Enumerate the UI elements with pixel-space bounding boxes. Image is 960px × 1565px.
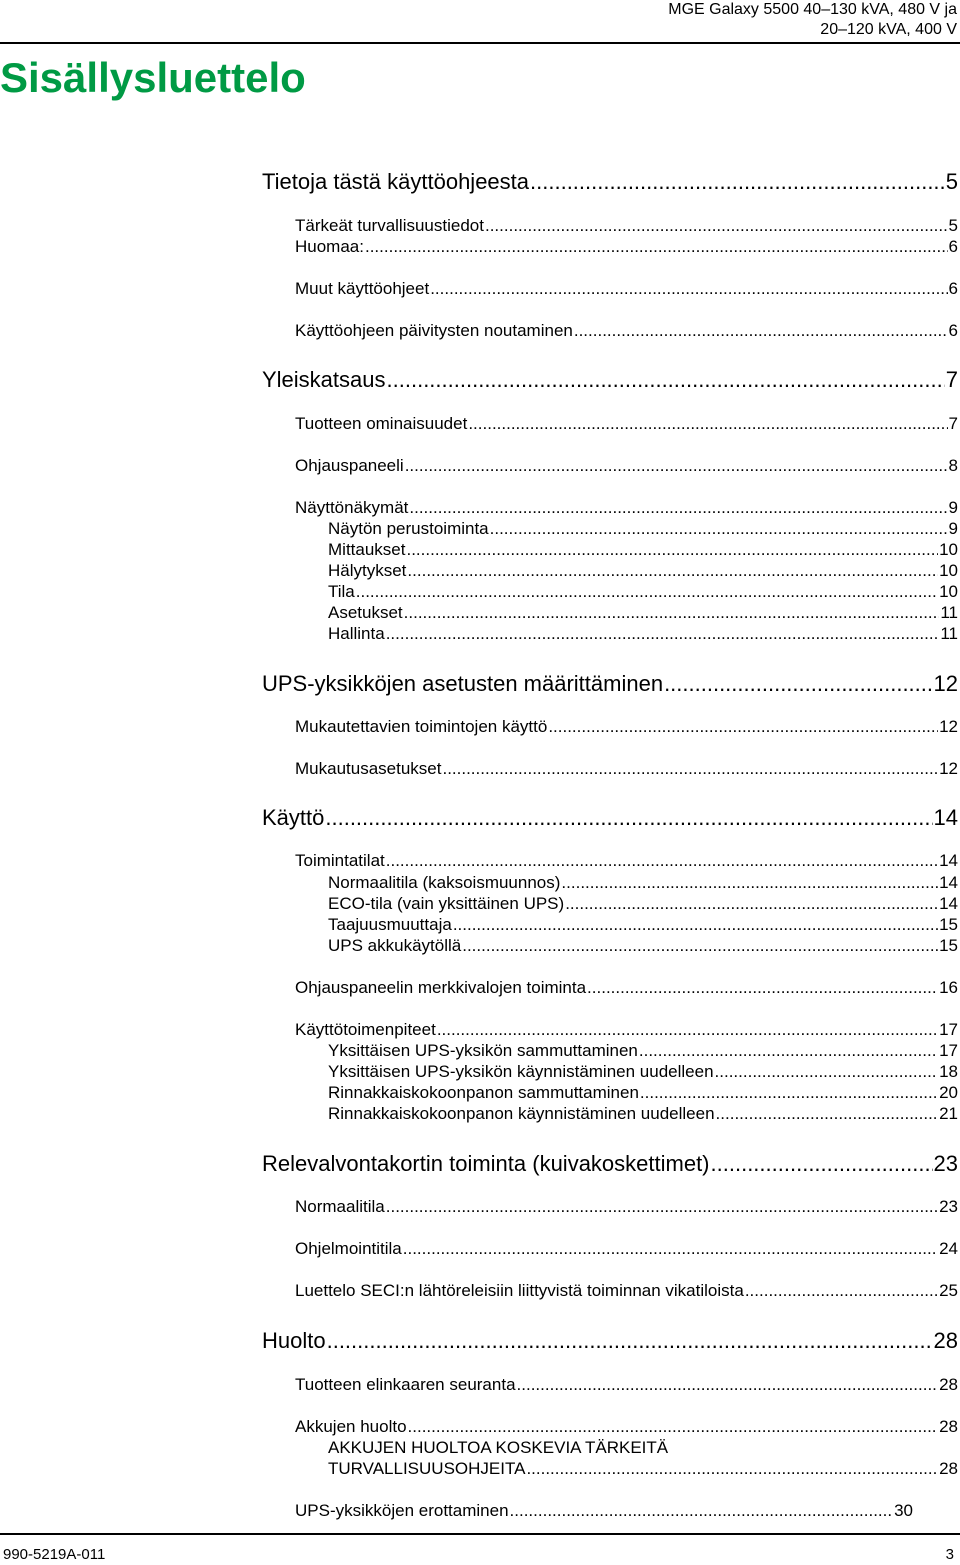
toc-entry-page: 15 (939, 915, 958, 934)
toc-entry[interactable] (328, 1040, 958, 1061)
toc-entry-page: 7 (945, 367, 958, 392)
toc-leader (386, 850, 938, 871)
toc-leader (526, 1458, 938, 1479)
toc-entry[interactable] (295, 850, 958, 871)
toc-entry[interactable] (328, 518, 958, 539)
toc-entry-label: Asetukset (328, 603, 403, 622)
toc-entry-label: UPS-yksikköjen erottaminen (295, 1501, 509, 1520)
toc-leader (356, 581, 938, 602)
toc-entry-label: Rinnakkaiskokoonpanon sammuttaminen (328, 1083, 639, 1102)
toc-entry-label: Yleiskatsaus (262, 367, 386, 392)
toc-entry[interactable] (295, 455, 958, 476)
toc-entry-page: 11 (940, 624, 958, 643)
toc-entry[interactable] (262, 1151, 958, 1177)
toc-entry-page: 14 (939, 894, 958, 913)
toc-entry-label: Hälytykset (328, 561, 407, 580)
toc-leader (462, 935, 938, 956)
toc-leader (404, 602, 940, 623)
toc-entry[interactable] (295, 1196, 958, 1217)
page-title: Sisällysluettelo (0, 54, 306, 101)
toc-entry-label: Näyttönäkymät (295, 498, 409, 517)
toc-entry[interactable] (295, 320, 958, 341)
toc-entry-label: Yksittäisen UPS-yksikön sammuttaminen (328, 1041, 638, 1060)
toc-entry-label: Mittaukset (328, 540, 406, 559)
toc-entry-label: Tila (328, 582, 355, 601)
toc-entry-page: 17 (939, 1020, 958, 1039)
toc-entry[interactable] (262, 1328, 958, 1354)
toc-entry-label: Huomaa: (295, 237, 364, 256)
toc-entry-label: Tärkeät turvallisuustiedot (295, 216, 484, 235)
toc-leader (711, 1151, 933, 1177)
toc-entry-page: 11 (940, 603, 958, 622)
toc-entry-label: Toimintatilat (295, 851, 385, 870)
toc-entry[interactable] (295, 1280, 958, 1301)
toc-leader (745, 1280, 938, 1301)
toc-entry-page: 10 (939, 582, 958, 601)
page-number: 3 (945, 1546, 954, 1563)
toc-leader (510, 1500, 894, 1521)
toc-leader (408, 1416, 939, 1437)
toc-leader (405, 455, 948, 476)
toc-leader (565, 893, 938, 914)
toc-entry-label: Mukautusasetukset (295, 759, 442, 778)
toc-entry-page: 25 (939, 1281, 958, 1300)
toc-entry[interactable] (262, 367, 958, 393)
toc-leader (640, 1082, 938, 1103)
toc-leader (639, 1040, 938, 1061)
toc-leader (548, 716, 938, 737)
toc-entry[interactable] (262, 805, 958, 831)
toc-entry[interactable] (295, 977, 958, 998)
toc-entry-label-line1: AKKUJEN HUOLTOA KOSKEVIA TÄRKEITÄ (328, 1438, 669, 1457)
toc-entry-label: Rinnakkaiskokoonpanon käynnistäminen uudelleen (328, 1104, 715, 1123)
toc-leader (327, 1328, 933, 1354)
toc-entry-label: Yksittäisen UPS-yksikön käynnistäminen uudelleen (328, 1062, 714, 1081)
toc-entry-label: Näytön perustoiminta (328, 519, 489, 538)
toc-entry[interactable] (295, 1019, 958, 1040)
toc-entry-page: 28 (939, 1417, 958, 1436)
toc-entry-page: 24 (939, 1239, 958, 1258)
toc-entry-page: 12 (939, 759, 958, 778)
toc-entry-page: 6 (948, 237, 958, 256)
toc-entry-label: Luettelo SECI:n lähtöreleisiin liittyvistä toiminnan vikatiloista (295, 1281, 744, 1300)
toc-entry[interactable] (295, 236, 958, 257)
toc-entry[interactable] (328, 935, 958, 956)
toc-entry[interactable] (295, 1500, 913, 1521)
toc-entry-label: TURVALLISUUSOHJEITA (328, 1459, 526, 1478)
toc-leader (664, 671, 932, 697)
toc-entry-page: 14 (939, 851, 958, 870)
toc-entry[interactable] (328, 1458, 958, 1479)
toc-entry[interactable] (328, 872, 958, 893)
toc-entry-label: Käyttötoimenpiteet (295, 1020, 436, 1039)
toc-entry[interactable] (295, 1238, 958, 1259)
toc-entry-label: Normaalitila (295, 1197, 385, 1216)
toc-entry-label: Tuotteen elinkaaren seuranta (295, 1375, 516, 1394)
toc-leader (365, 236, 948, 257)
toc-entry[interactable] (295, 1374, 958, 1395)
toc-entry-page: 6 (948, 279, 958, 298)
toc-entry-label: ECO-tila (vain yksittäinen UPS) (328, 894, 565, 913)
toc-leader (453, 914, 938, 935)
toc-entry-label: Relevalvontakortin toiminta (kuivakoskettimet) (262, 1151, 710, 1176)
toc-entry-label: Ohjauspaneelin merkkivalojen toiminta (295, 978, 587, 997)
toc-entry-label: Taajuusmuuttaja (328, 915, 452, 934)
toc-entry-page: 16 (939, 978, 958, 997)
toc-entry-label: Ohjelmointitila (295, 1239, 402, 1258)
toc-entry[interactable] (328, 623, 958, 644)
toc-leader (387, 367, 945, 393)
toc-entry-page: 12 (939, 717, 958, 736)
toc-leader (561, 872, 938, 893)
toc-entry-page: 15 (939, 936, 958, 955)
toc-entry[interactable] (295, 758, 958, 779)
toc-entry[interactable] (328, 560, 958, 581)
toc-entry[interactable] (295, 215, 958, 236)
toc-leader (386, 1196, 938, 1217)
toc-entry-page: 9 (948, 519, 958, 538)
toc-entry-page: 21 (939, 1104, 958, 1123)
toc-leader (437, 1019, 938, 1040)
toc-entry-label: UPS akkukäytöllä (328, 936, 462, 955)
toc-leader (325, 805, 932, 831)
header-product-line1: MGE Galaxy 5500 40–130 kVA, 480 V ja (668, 1, 957, 18)
toc-leader (442, 758, 938, 779)
toc-leader (406, 539, 938, 560)
toc-entry-page: 20 (939, 1083, 958, 1102)
toc-leader (530, 169, 945, 195)
toc-leader (716, 1103, 939, 1124)
toc-entry-page: 28 (933, 1328, 958, 1353)
toc-leader (430, 278, 947, 299)
toc-entry-page: 5 (948, 216, 958, 235)
document-number: 990-5219A-011 (3, 1546, 106, 1563)
toc-leader (468, 413, 947, 434)
toc-entry-label: Käyttö (262, 805, 325, 830)
toc-entry[interactable] (295, 497, 958, 518)
toc-entry[interactable] (328, 581, 958, 602)
toc-entry[interactable] (295, 716, 958, 737)
toc-entry-page: 6 (948, 321, 958, 340)
toc-entry-label: Hallinta (328, 624, 385, 643)
toc-entry-page: 28 (939, 1459, 958, 1478)
toc-entry-page: 10 (939, 561, 958, 580)
toc-entry-page: 5 (945, 169, 958, 194)
toc-entry-page: 7 (948, 414, 958, 433)
toc-entry[interactable] (328, 914, 958, 935)
toc-entry-label: Käyttöohjeen päivitysten noutaminen (295, 321, 573, 340)
toc-entry-label: UPS-yksikköjen asetusten määrittäminen (262, 671, 664, 696)
toc-entry-page: 30 (894, 1501, 913, 1520)
toc-entry[interactable] (328, 893, 958, 914)
toc-leader (587, 977, 938, 998)
toc-leader (485, 215, 948, 236)
toc-entry[interactable] (328, 539, 958, 560)
toc-entry-page: 23 (939, 1197, 958, 1216)
toc-entry-label: Tietoja tästä käyttöohjeesta (262, 169, 530, 194)
footer-rule (0, 1533, 960, 1535)
toc-entry[interactable] (295, 278, 958, 299)
toc-entry-page: 18 (939, 1062, 958, 1081)
toc-entry[interactable] (328, 1061, 958, 1082)
toc-entry-label: Huolto (262, 1328, 326, 1353)
toc-entry[interactable] (262, 671, 958, 697)
toc-entry-page: 14 (933, 805, 958, 830)
toc-leader (386, 623, 940, 644)
toc-entry-page: 12 (933, 671, 958, 696)
toc-entry-page: 28 (939, 1375, 958, 1394)
toc-entry[interactable] (295, 413, 958, 434)
toc-leader (490, 518, 948, 539)
toc-entry[interactable] (328, 602, 958, 623)
toc-entry-label: Muut käyttöohjeet (295, 279, 430, 298)
toc-leader (409, 497, 947, 518)
toc-entry[interactable] (295, 1416, 958, 1437)
toc-entry-page: 23 (933, 1151, 958, 1176)
toc-leader (715, 1061, 939, 1082)
toc-entry-page: 9 (948, 498, 958, 517)
toc-leader (403, 1238, 938, 1259)
toc-entry-page: 10 (939, 540, 958, 559)
toc-entry[interactable] (328, 1082, 958, 1103)
toc-entry-label: Tuotteen ominaisuudet (295, 414, 468, 433)
toc-leader (517, 1374, 939, 1395)
toc-entry[interactable] (328, 1103, 958, 1124)
toc-entry-label: Mukautettavien toimintojen käyttö (295, 717, 548, 736)
toc-entry-page: 8 (948, 456, 958, 475)
toc-leader (407, 560, 938, 581)
toc-entry[interactable] (262, 169, 958, 195)
toc-entry-label: Ohjauspaneeli (295, 456, 404, 475)
toc-entry-page: 17 (939, 1041, 958, 1060)
toc-entry-label: Normaalitila (kaksoismuunnos) (328, 873, 561, 892)
header-product-line2: 20–120 kVA, 400 V (820, 21, 957, 38)
toc-entry-page: 14 (939, 873, 958, 892)
toc-leader (574, 320, 948, 341)
toc-entry-label: Akkujen huolto (295, 1417, 407, 1436)
